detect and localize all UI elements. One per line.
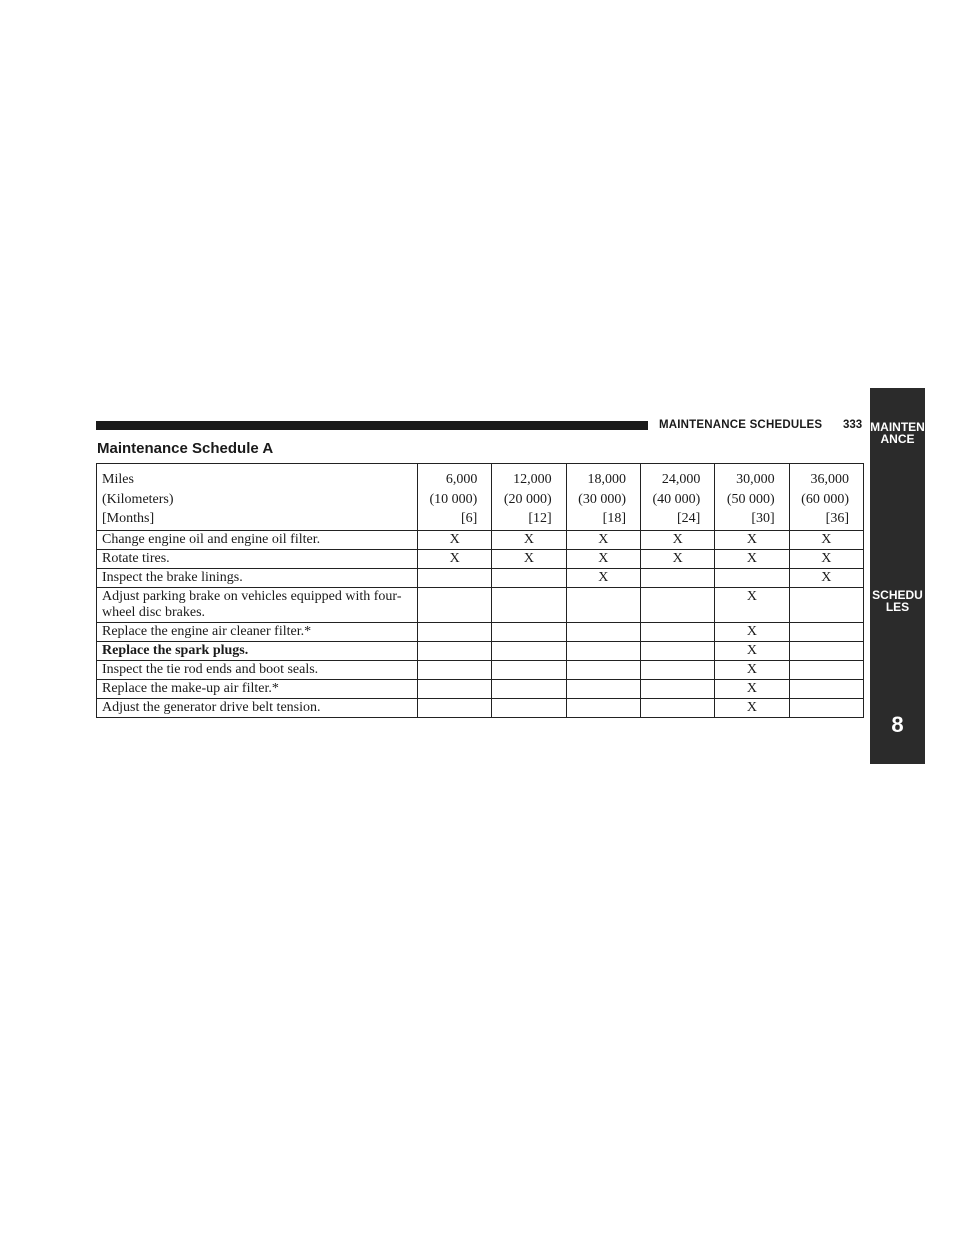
mark-cell [640,622,714,641]
task-cell: Replace the engine air cleaner filter.* [97,622,418,641]
mark-cell: X [418,549,492,568]
task-cell: Change engine oil and engine oil filter. [97,530,418,549]
interval-miles: 36,000 [810,472,849,487]
mark-cell [789,679,863,698]
interval-months: [30] [751,511,775,526]
mark-cell [418,622,492,641]
mark-cell: X [492,549,566,568]
header-kilometers-label: (Kilometers) [102,491,174,507]
mark-cell [640,679,714,698]
table-row [97,660,864,679]
mark-cell: X [789,568,863,587]
interval-months: [24] [676,511,701,526]
mark-cell: X [640,530,714,549]
table-row [97,622,864,641]
page-number: 333 [843,419,863,431]
mark-cell [789,587,863,622]
maintenance-schedule-table [96,463,864,718]
mark-cell [789,641,863,660]
mark-cell: X [640,549,714,568]
mark-cell [492,641,566,660]
mark-cell [566,679,640,698]
mark-cell [640,660,714,679]
interval-header-cell [640,464,714,531]
task-cell: Inspect the tie rod ends and boot seals. [97,660,418,679]
interval-km: (50 000) [726,491,775,507]
task-cell: Replace the spark plugs. [97,641,418,660]
interval-miles: 24,000 [661,472,701,487]
mark-cell [566,660,640,679]
interval-km: (60 000) [801,491,849,507]
mark-cell [418,587,492,622]
mark-cell [492,698,566,717]
mark-cell [418,660,492,679]
mark-cell [640,587,714,622]
mark-cell: X [566,530,640,549]
table-header-row [97,464,864,531]
mark-cell: X [715,622,789,641]
interval-months: [18] [602,511,626,526]
task-cell: Adjust parking brake on vehicles equipped with four-wheel disc brakes. [97,587,418,622]
interval-km: (20 000) [503,491,552,507]
interval-header-cell [566,464,640,531]
mark-cell [640,568,714,587]
mark-cell [566,698,640,717]
mark-cell [640,641,714,660]
interval-header-cell [715,464,789,531]
running-header-title: MAINTENANCE SCHEDULES [659,419,823,431]
mark-cell: X [715,641,789,660]
mark-cell: X [492,530,566,549]
schedule-title: Maintenance Schedule A [97,440,274,457]
interval-miles: 6,000 [445,472,478,487]
mark-cell [492,660,566,679]
mark-cell [418,698,492,717]
interval-km: (40 000) [652,491,701,507]
interval-months: [12] [528,511,552,526]
header-rule [96,421,648,430]
header-months-label: [Months] [102,511,155,526]
header-miles-label: Miles [102,472,134,487]
mark-cell [492,622,566,641]
tab-word-schedules: SCHEDULES [872,588,923,615]
mark-cell: X [566,549,640,568]
mark-cell [789,622,863,641]
mark-cell [566,622,640,641]
mark-cell: X [715,530,789,549]
mark-cell [566,641,640,660]
mark-cell [640,698,714,717]
table-row [97,698,864,717]
mark-cell: X [715,587,789,622]
task-cell: Adjust the generator drive belt tension. [97,698,418,717]
interval-months: [36] [825,511,849,526]
task-cell: Inspect the brake linings. [97,568,418,587]
interval-miles: 30,000 [736,472,775,487]
mark-cell: X [566,568,640,587]
mark-cell: X [715,698,789,717]
mark-cell [715,568,789,587]
table-row [97,549,864,568]
interval-miles: 12,000 [513,472,552,487]
interval-header-cell [418,464,492,531]
interval-header-cell [789,464,863,531]
table-row [97,587,864,622]
tab-word-maintenance: MAINTENANCE [870,420,925,447]
interval-months: [6] [461,511,478,526]
mark-cell [492,568,566,587]
header-label-cell [97,464,418,531]
table-row [97,568,864,587]
chapter-number: 8 [891,712,904,737]
mark-cell [566,587,640,622]
mark-cell [789,660,863,679]
interval-header-cell [492,464,566,531]
interval-km: (30 000) [578,491,626,507]
mark-cell: X [418,530,492,549]
mark-cell: X [789,549,863,568]
table-row [97,530,864,549]
interval-miles: 18,000 [587,472,626,487]
task-cell: Rotate tires. [97,549,418,568]
mark-cell: X [715,549,789,568]
mark-cell [789,698,863,717]
task-cell: Replace the make-up air filter.* [97,679,418,698]
chapter-thumb-tab [870,388,925,764]
mark-cell [492,587,566,622]
mark-cell [492,679,566,698]
mark-cell [418,641,492,660]
mark-cell [418,679,492,698]
mark-cell: X [789,530,863,549]
interval-km: (10 000) [429,491,478,507]
table-row [97,641,864,660]
mark-cell [418,568,492,587]
table-row [97,679,864,698]
mark-cell: X [715,679,789,698]
mark-cell: X [715,660,789,679]
